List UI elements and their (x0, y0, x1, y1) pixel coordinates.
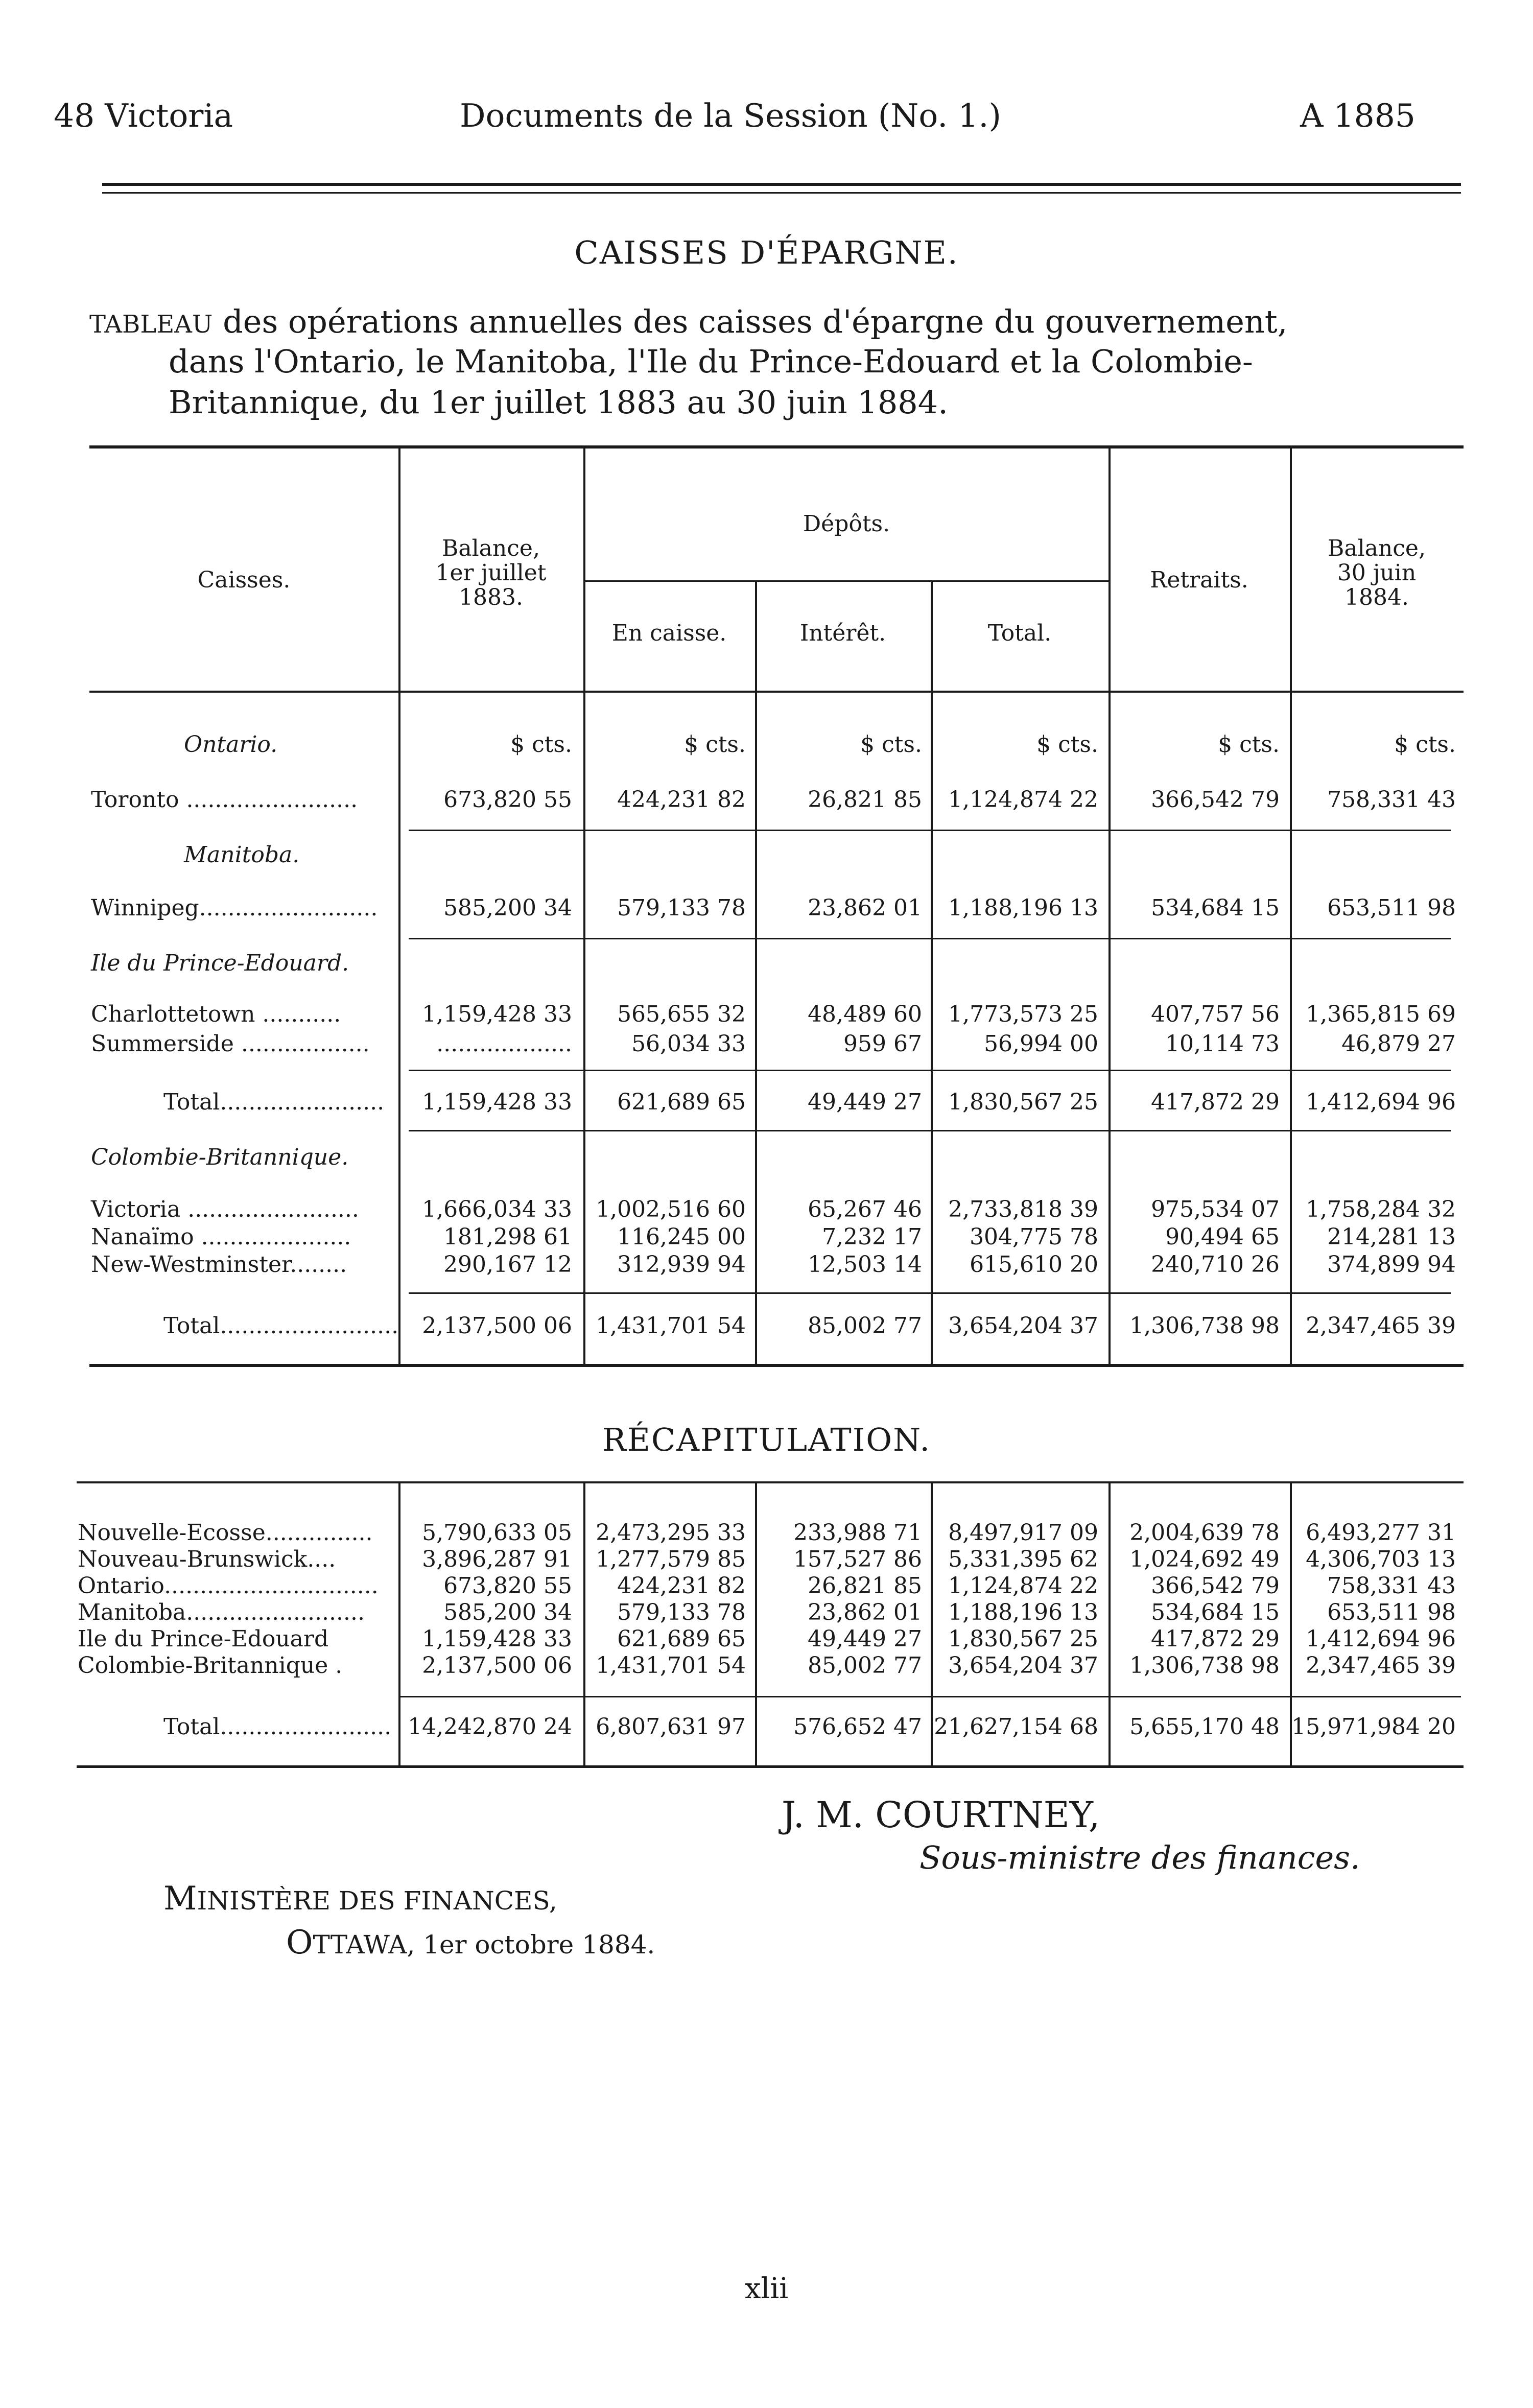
row-label: Total......................... (163, 1313, 399, 1339)
col-header-en-caisse: En caisse. (611, 620, 727, 646)
recap-cell: 621,689 65 (617, 1626, 746, 1652)
row-label: Victoria ........................ (91, 1196, 359, 1222)
header-document-title: Documents de la Session (No. 1.) (460, 97, 1001, 134)
recap-total-cell: 576,652 47 (793, 1714, 922, 1740)
cell-balance-start: 585,200 34 (443, 895, 572, 921)
province-pei: Ile du Prince-Edouard. (91, 950, 349, 976)
recap-total-label: Total........................ (163, 1714, 392, 1740)
balance-start-line-2: 1er juillet (435, 560, 547, 586)
row-rule (409, 1292, 1451, 1294)
unit-label: $ cts. (684, 731, 746, 758)
recap-cell: 1,188,196 13 (948, 1599, 1098, 1625)
cell-en-caisse: 1,002,516 60 (596, 1196, 746, 1222)
cell-balance-end: 1,365,815 69 (1306, 1001, 1456, 1027)
place-initial: O (286, 1924, 313, 1962)
intro-line-3: Britannique, du 1er juillet 1883 au 30 juin 1884. (169, 384, 948, 421)
page-title: CAISSES D'ÉPARGNE. (574, 234, 959, 271)
recap-cell: 1,412,694 96 (1306, 1626, 1456, 1652)
header-rule-top (102, 183, 1461, 186)
cell-interet: 7,232 17 (822, 1224, 922, 1250)
recap-subtotal-rule (398, 1696, 1461, 1697)
col-header-balance-end (1290, 536, 1464, 610)
intro-line-1-text: des opérations annuelles des caisses d'épargne du gouvernement, (223, 303, 1288, 340)
recap-total-cell: 14,242,870 24 (408, 1714, 572, 1740)
recap-cell: 1,159,428 33 (422, 1626, 572, 1652)
cell-balance-start: 290,167 12 (443, 1252, 572, 1278)
recap-cell: 233,988 71 (793, 1520, 922, 1546)
col-header-total: Total. (987, 620, 1052, 646)
cell-balance-end: 46,879 27 (1341, 1031, 1456, 1057)
recap-cell: 2,347,465 39 (1306, 1652, 1456, 1679)
recap-label: Manitoba......................... (78, 1599, 365, 1625)
cell-balance-start: 2,137,500 06 (422, 1313, 572, 1339)
cell-en-caisse: 621,689 65 (617, 1089, 746, 1115)
unit-label: $ cts. (1394, 731, 1456, 758)
table-top-rule (89, 445, 1464, 448)
recap-cell: 5,331,395 62 (948, 1546, 1098, 1572)
unit-label: $ cts. (860, 731, 922, 758)
cell-balance-start: 1,159,428 33 (422, 1089, 572, 1115)
row-label: Total....................... (163, 1089, 385, 1115)
cell-retraits: 534,684 15 (1151, 895, 1280, 921)
recap-label: Nouveau-Brunswick.... (78, 1546, 336, 1572)
recap-title: RÉCAPITULATION. (602, 1421, 931, 1458)
row-label: Charlottetown ........... (91, 1001, 341, 1027)
recap-cell: 653,511 98 (1327, 1599, 1456, 1625)
recap-cell: 417,872 29 (1151, 1626, 1280, 1652)
cell-balance-end: 758,331 43 (1327, 787, 1456, 813)
recap-cell: 5,790,633 05 (422, 1520, 572, 1546)
recap-col-divider (1109, 1483, 1111, 1765)
cell-retraits: 10,114 73 (1165, 1031, 1280, 1057)
unit-label: $ cts. (510, 731, 572, 758)
cell-en-caisse: 116,245 00 (617, 1224, 746, 1250)
recap-cell: 579,133 78 (617, 1599, 746, 1625)
recap-total-cell: 21,627,154 68 (934, 1714, 1098, 1740)
cell-interet: 85,002 77 (808, 1313, 922, 1339)
recap-cell: 585,200 34 (443, 1599, 572, 1625)
intro-lead: TABLEAU (89, 310, 213, 339)
header-series: A 1885 (1300, 97, 1416, 134)
recap-cell: 26,821 85 (808, 1573, 922, 1599)
cell-interet: 48,489 60 (808, 1001, 922, 1027)
balance-end-line-3: 1884. (1345, 584, 1409, 610)
cell-interet: 49,449 27 (808, 1089, 922, 1115)
cell-retraits: 1,306,738 98 (1129, 1313, 1280, 1339)
recap-col-divider (583, 1483, 585, 1765)
cell-en-caisse: 312,939 94 (617, 1252, 746, 1278)
balance-end-line-2: 30 juin (1337, 560, 1417, 586)
depots-subheader-rule (583, 580, 1110, 582)
col-header-retraits: Retraits. (1150, 567, 1248, 593)
col-divider (583, 447, 585, 1364)
recap-label: Ontario.............................. (78, 1573, 379, 1599)
cell-retraits: 417,872 29 (1151, 1089, 1280, 1115)
cell-total: 56,994 00 (984, 1031, 1098, 1057)
cell-total: 3,654,204 37 (948, 1313, 1098, 1339)
recap-total-cell: 5,655,170 48 (1129, 1714, 1280, 1740)
cell-balance-end: 1,412,694 96 (1306, 1089, 1456, 1115)
cell-interet: 65,267 46 (808, 1196, 922, 1222)
cell-balance-start: ................... (436, 1031, 572, 1057)
recap-bottom-rule (77, 1765, 1464, 1768)
cell-total: 1,188,196 13 (948, 895, 1098, 921)
cell-total: 615,610 20 (970, 1252, 1098, 1278)
cell-interet: 26,821 85 (808, 787, 922, 813)
balance-start-line-1: Balance, (442, 535, 540, 561)
row-rule (409, 1130, 1451, 1131)
place-date-line (286, 1924, 655, 1962)
cell-en-caisse: 1,431,701 54 (596, 1313, 746, 1339)
recap-cell: 2,137,500 06 (422, 1652, 572, 1679)
header-session-year: 48 Victoria (54, 97, 233, 134)
recap-cell: 49,449 27 (808, 1626, 922, 1652)
recap-cell: 534,684 15 (1151, 1599, 1280, 1625)
page-number: xlii (744, 2272, 789, 2305)
cell-retraits: 975,534 07 (1151, 1196, 1280, 1222)
cell-balance-start: 1,159,428 33 (422, 1001, 572, 1027)
cell-total: 1,830,567 25 (948, 1089, 1098, 1115)
recap-total-cell: 6,807,631 97 (596, 1714, 746, 1740)
header-rule-bottom (102, 192, 1461, 194)
col-header-interet: Intérêt. (799, 620, 886, 646)
row-label: New-Westminster........ (91, 1252, 347, 1278)
cell-retraits: 366,542 79 (1151, 787, 1280, 813)
col-header-depots: Dépôts. (803, 511, 890, 537)
table-bottom-rule (89, 1364, 1464, 1367)
cell-total: 1,124,874 22 (948, 787, 1098, 813)
balance-start-line-3: 1883. (459, 584, 523, 610)
cell-balance-end: 1,758,284 32 (1306, 1196, 1456, 1222)
cell-balance-end: 653,511 98 (1327, 895, 1456, 921)
cell-balance-end: 374,899 94 (1327, 1252, 1456, 1278)
ministry-name: INISTÈRE DES FINANCES, (197, 1886, 557, 1916)
ministry-initial: M (163, 1880, 197, 1918)
recap-cell: 1,431,701 54 (596, 1652, 746, 1679)
cell-total: 1,773,573 25 (948, 1001, 1098, 1027)
recap-cell: 673,820 55 (443, 1573, 572, 1599)
row-label: Summerside .................. (91, 1031, 370, 1057)
recap-label: Ile du Prince-Edouard (78, 1626, 329, 1652)
unit-label: $ cts. (1036, 731, 1098, 758)
recap-cell: 3,896,287 91 (422, 1546, 572, 1572)
recap-label: Colombie-Britannique . (78, 1652, 343, 1679)
recap-cell: 157,527 86 (793, 1546, 922, 1572)
recap-cell: 23,862 01 (808, 1599, 922, 1625)
cell-balance-start: 181,298 61 (443, 1224, 572, 1250)
recap-cell: 1,277,579 85 (596, 1546, 746, 1572)
recap-cell: 1,830,567 25 (948, 1626, 1098, 1652)
recap-cell: 3,654,204 37 (948, 1652, 1098, 1679)
recap-cell: 1,124,874 22 (948, 1573, 1098, 1599)
cell-balance-start: 1,666,034 33 (422, 1196, 572, 1222)
recap-cell: 2,473,295 33 (596, 1520, 746, 1546)
recap-top-rule (77, 1481, 1464, 1483)
signature-title: Sous-ministre des finances. (919, 1839, 1360, 1876)
row-rule (409, 830, 1451, 831)
recap-total-cell: 15,971,984 20 (1291, 1714, 1456, 1740)
cell-en-caisse: 56,034 33 (631, 1031, 746, 1057)
recap-label: Nouvelle-Ecosse............... (78, 1520, 373, 1546)
col-header-caisses: Caisses. (197, 567, 291, 593)
recap-cell: 4,306,703 13 (1306, 1546, 1456, 1572)
recap-cell: 424,231 82 (617, 1573, 746, 1599)
signature-name: J. M. COURTNEY, (782, 1794, 1100, 1836)
recap-cell: 758,331 43 (1327, 1573, 1456, 1599)
col-divider (755, 581, 757, 1364)
cell-total: 2,733,818 39 (948, 1196, 1098, 1222)
intro-line-1 (89, 301, 1287, 345)
recap-cell: 6,493,277 31 (1306, 1520, 1456, 1546)
cell-interet: 959 67 (843, 1031, 922, 1057)
recap-cell: 366,542 79 (1151, 1573, 1280, 1599)
recap-cell: 85,002 77 (808, 1652, 922, 1679)
row-rule (409, 1070, 1451, 1071)
recap-cell: 1,306,738 98 (1129, 1652, 1280, 1679)
province-ontario: Ontario. (184, 731, 278, 758)
cell-en-caisse: 579,133 78 (617, 895, 746, 921)
province-manitoba: Manitoba. (184, 842, 300, 868)
recap-cell: 1,024,692 49 (1129, 1546, 1280, 1572)
unit-label: $ cts. (1218, 731, 1280, 758)
cell-retraits: 407,757 56 (1151, 1001, 1280, 1027)
cell-balance-start: 673,820 55 (443, 787, 572, 813)
row-label: Toronto ........................ (91, 787, 358, 813)
cell-en-caisse: 565,655 32 (617, 1001, 746, 1027)
intro-line-2: dans l'Ontario, le Manitoba, l'Ile du Prince-Edouard et la Colombie- (169, 343, 1253, 380)
ministry-line (163, 1880, 557, 1918)
cell-total: 304,775 78 (970, 1224, 1098, 1250)
row-label: Winnipeg......................... (91, 895, 378, 921)
cell-interet: 12,503 14 (808, 1252, 922, 1278)
row-rule (409, 938, 1451, 939)
cell-retraits: 240,710 26 (1151, 1252, 1280, 1278)
cell-balance-end: 214,281 13 (1327, 1224, 1456, 1250)
col-header-balance-start (398, 536, 583, 610)
province-bc: Colombie-Britannique. (91, 1144, 349, 1170)
place-date: TTAWA, 1er octobre 1884. (313, 1930, 655, 1960)
cell-balance-end: 2,347,465 39 (1306, 1313, 1456, 1339)
recap-cell: 8,497,917 09 (948, 1520, 1098, 1546)
cell-en-caisse: 424,231 82 (617, 787, 746, 813)
table-header-rule (89, 691, 1464, 693)
row-label: Nanaïmo ..................... (91, 1224, 351, 1250)
recap-col-divider (755, 1483, 757, 1765)
recap-cell: 2,004,639 78 (1129, 1520, 1280, 1546)
cell-retraits: 90,494 65 (1165, 1224, 1280, 1250)
col-divider (931, 581, 933, 1364)
balance-end-line-1: Balance, (1328, 535, 1426, 561)
cell-interet: 23,862 01 (808, 895, 922, 921)
